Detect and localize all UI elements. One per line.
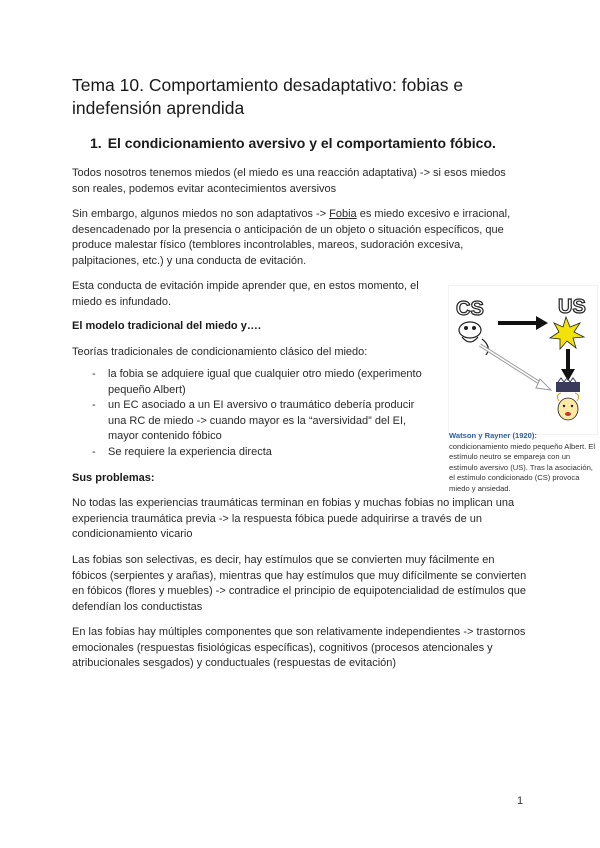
page-number: 1 [517,795,524,807]
figure-caption [449,431,599,494]
bullet-list [92,367,422,461]
paragraph-problema-vicario: No todas las experiencias traumáticas terminan en fobias y muchas fobias no implican una experiencia traumática previa -> la respuesta fóbica puede adquirirse a través de un condicionamiento vicario [72,497,515,541]
list-item [92,398,422,445]
section-title: El condicionamiento aversivo y el comportamiento fóbico. [107,135,496,151]
heading-modelo-text: El modelo tradicional del miedo y…. [72,320,261,332]
paragraph-fobia-definition [72,207,527,269]
cs-label: CS [456,298,484,320]
bullet-marker: - [92,399,96,412]
heading-modelo-tradicional [72,319,432,335]
paragraph-fobia-after: es miedo excesivo e irracional, desencadenado por la presencia o anticipación de un objeto o situación específicos, que produce malestar físico (temblores incontrolables, mareos, sudoración excesiva, palpitaciones, etc.) y una conducta de evitación. [72,208,511,267]
paragraph-teorias: Teorías tradicionales de condicionamiento clásico del miedo: [72,346,368,358]
heading-problemas [72,471,432,487]
bullet-marker: - [92,445,96,458]
caption-body: condicionamiento miedo pequeño Albert. El estímulo neutro se empareja con un estímulo aversivo (US). Tras la asociación, el estímulo condicionado (CS) provoca miedo y ansiedad. [449,441,596,493]
section-heading [90,135,560,151]
list-item-text: la fobia se adquiere igual que cualquier otro miedo (experimento pequeño Albert) [108,368,422,396]
heading-problemas-text: Sus problemas: [72,472,155,484]
paragraph-problema-componentes: En las fobias hay múltiples componentes que son relativamente independientes -> trastornos emocionales (respuestas fisiológicas específicas), cognitivos (procesos atencionales y atribucionales sesgados) y conductuales (respuestas de evitación) [72,626,526,670]
caption-heading: Watson y Rayner (1920): [449,431,537,440]
list-item [92,367,422,398]
list-item-text: un EC asociado a un EI aversivo o traumático debería producir una RC de miedo -> cuando mayor es la “aversividad” del EI, mayor contenido fóbico [108,399,415,443]
paragraph-evitacion: Esta conducta de evitación impide aprender que, en estos momento, el miedo es infundado. [72,280,419,308]
bullet-marker: - [92,368,96,380]
list-item-text: Se requiere la experiencia directa [108,445,272,458]
albert-conditioning-figure [448,285,598,435]
section-number: 1. [90,135,102,151]
list-item [92,445,422,461]
paragraph-fobia-before: Sin embargo, algunos miedos no son adaptativos -> [72,208,330,220]
us-label: US [558,296,586,318]
paragraph-problema-selectividad: Las fobias son selectivas, es decir, hay estímulos que se convierten muy fácilmente en fóbicos (serpientes y arañas), mientras que hay estímulos que muy difícilmente se convierten en fóbicos (flores y muebles) -> contradice el principio de equipotencialidad de estímulos que defendían los conductistas [72,554,527,613]
fobia-link[interactable]: Fobia [329,208,357,220]
page-title: Tema 10. Comportamiento desadaptativo: fobias e indefensión aprendida [72,75,464,118]
paragraph-intro: Todos nosotros tenemos miedos (el miedo es una reacción adaptativa) -> si esos miedos son reales, podemos evitar acontecimientos aversivos [72,167,506,195]
